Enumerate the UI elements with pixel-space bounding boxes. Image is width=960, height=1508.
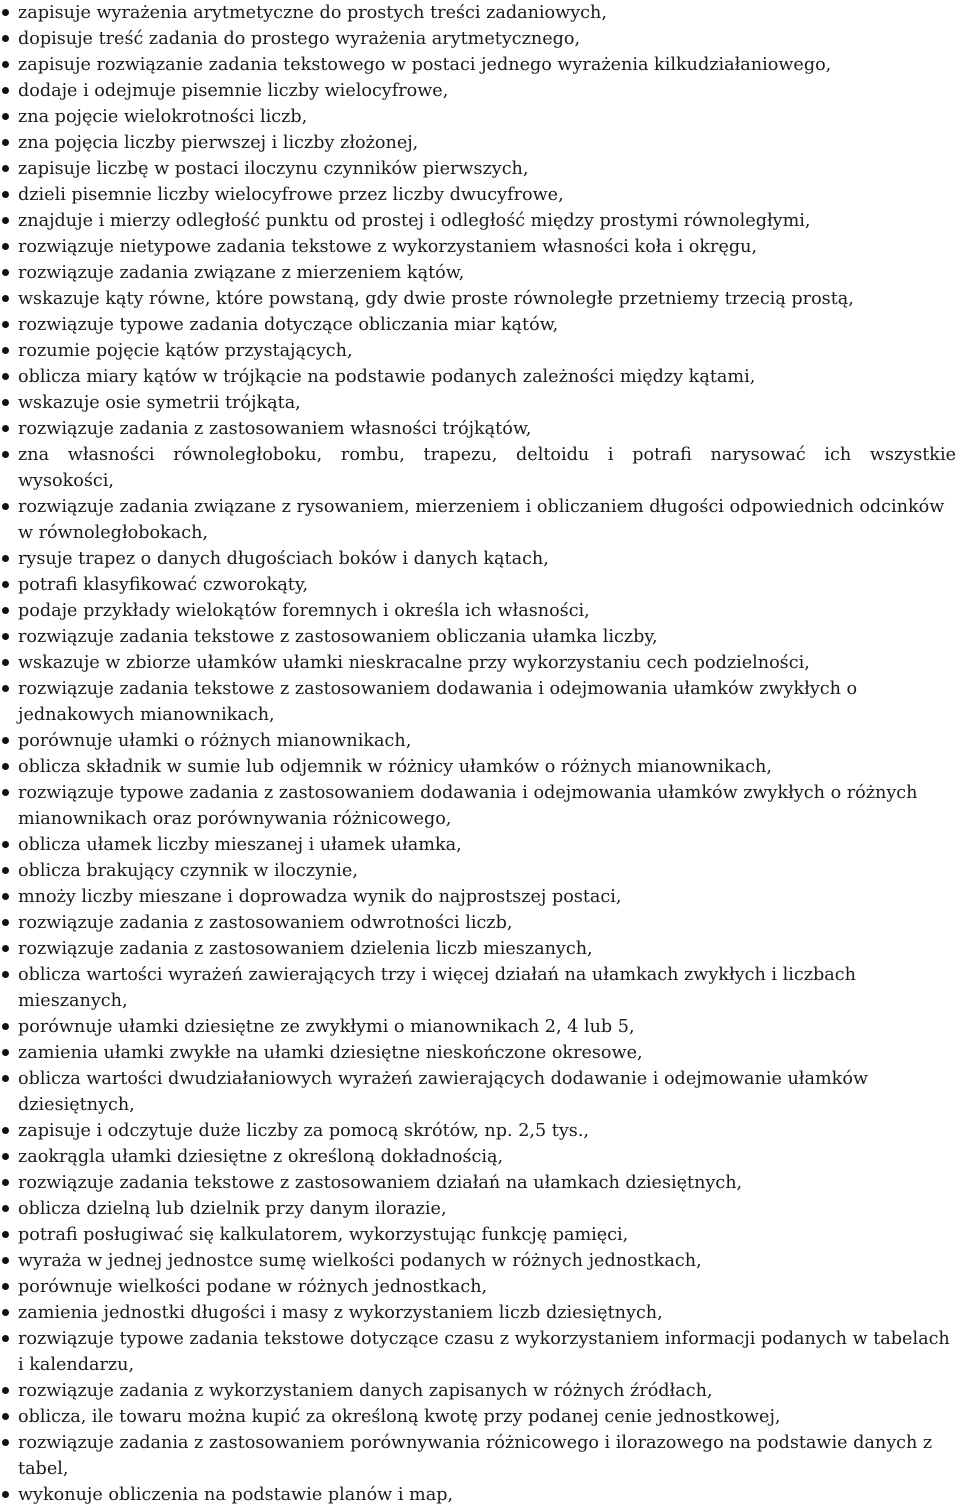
list-item: dodaje i odejmuje pisemnie liczby wielocyfrowe,	[0, 78, 956, 104]
list-item: wskazuje w zbiorze ułamków ułamki nieskracalne przy wykorzystaniu cech podzielności,	[0, 650, 956, 676]
list-item: zna pojęcia liczby pierwszej i liczby złożonej,	[0, 130, 956, 156]
list-item: rozwiązuje typowe zadania z zastosowaniem dodawania i odejmowania ułamków zwykłych o różnych mianownikach oraz porównywania różnicowego,	[0, 780, 956, 832]
list-item: zamienia ułamki zwykłe na ułamki dziesiętne nieskończone okresowe,	[0, 1040, 956, 1066]
list-item: zapisuje liczbę w postaci iloczynu czynników pierwszych,	[0, 156, 956, 182]
list-item: rozwiązuje zadania związane z mierzeniem kątów,	[0, 260, 956, 286]
list-item: oblicza miary kątów w trójkącie na podstawie podanych zależności między kątami,	[0, 364, 956, 390]
list-item: porównuje ułamki o różnych mianownikach,	[0, 728, 956, 754]
list-item: rozwiązuje typowe zadania tekstowe dotyczące czasu z wykorzystaniem informacji podanych w tabelach i kalendarzu,	[0, 1326, 956, 1378]
list-item: dzieli pisemnie liczby wielocyfrowe przez liczby dwucyfrowe,	[0, 182, 956, 208]
list-item: zna własności równoległoboku, rombu, trapezu, deltoidu i potrafi narysować ich wszystkie wysokości,	[0, 442, 956, 494]
list-item: oblicza brakujący czynnik w iloczynie,	[0, 858, 956, 884]
list-item: mnoży liczby mieszane i doprowadza wynik do najprostszej postaci,	[0, 884, 956, 910]
list-item: potrafi klasyfikować czworokąty,	[0, 572, 956, 598]
list-item: wyraża w jednej jednostce sumę wielkości podanych w różnych jednostkach,	[0, 1248, 956, 1274]
list-item: rozwiązuje zadania tekstowe z zastosowaniem obliczania ułamka liczby,	[0, 624, 956, 650]
list-item: znajduje i mierzy odległość punktu od prostej i odległość między prostymi równoległymi,	[0, 208, 956, 234]
list-item: rozwiązuje zadania z zastosowaniem porównywania różnicowego i ilorazowego na podstawie danych z tabel,	[0, 1430, 956, 1482]
list-item: rozwiązuje zadania tekstowe z zastosowaniem dodawania i odejmowania ułamków zwykłych o jednakowych mianownikach,	[0, 676, 956, 728]
list-item: rozumie pojęcie kątów przystających,	[0, 338, 956, 364]
list-item: oblicza dzielną lub dzielnik przy danym ilorazie,	[0, 1196, 956, 1222]
list-item: rozwiązuje zadania z wykorzystaniem danych zapisanych w różnych źródłach,	[0, 1378, 956, 1404]
list-item: wykonuje obliczenia na podstawie planów i map,	[0, 1482, 956, 1508]
list-item: zapisuje wyrażenia arytmetyczne do prostych treści zadaniowych,	[0, 0, 956, 26]
list-item: rysuje trapez o danych długościach boków i danych kątach,	[0, 546, 956, 572]
list-item: porównuje wielkości podane w różnych jednostkach,	[0, 1274, 956, 1300]
list-item: potrafi posługiwać się kalkulatorem, wykorzystując funkcję pamięci,	[0, 1222, 956, 1248]
list-item: oblicza wartości wyrażeń zawierających trzy i więcej działań na ułamkach zwykłych i liczbach mieszanych,	[0, 962, 956, 1014]
list-item: zapisuje i odczytuje duże liczby za pomocą skrótów, np. 2,5 tys.,	[0, 1118, 956, 1144]
list-item: rozwiązuje zadania z zastosowaniem odwrotności liczb,	[0, 910, 956, 936]
list-item: porównuje ułamki dziesiętne ze zwykłymi o mianownikach 2, 4 lub 5,	[0, 1014, 956, 1040]
list-item: oblicza wartości dwudziałaniowych wyrażeń zawierających dodawanie i odejmowanie ułamków dziesiętnych,	[0, 1066, 956, 1118]
list-item: rozwiązuje zadania z zastosowaniem dzielenia liczb mieszanych,	[0, 936, 956, 962]
list-item: wskazuje osie symetrii trójkąta,	[0, 390, 956, 416]
list-item: oblicza składnik w sumie lub odjemnik w różnicy ułamków o różnych mianownikach,	[0, 754, 956, 780]
list-item: dopisuje treść zadania do prostego wyrażenia arytmetycznego,	[0, 26, 956, 52]
list-item: rozwiązuje zadania tekstowe z zastosowaniem działań na ułamkach dziesiętnych,	[0, 1170, 956, 1196]
list-item: rozwiązuje zadania związane z rysowaniem, mierzeniem i obliczaniem długości odpowiednich odcinków w równoległobokach,	[0, 494, 956, 546]
list-item: rozwiązuje nietypowe zadania tekstowe z wykorzystaniem własności koła i okręgu,	[0, 234, 956, 260]
list-item: wskazuje kąty równe, które powstaną, gdy dwie proste równoległe przetniemy trzecią prostą,	[0, 286, 956, 312]
list-item: oblicza, ile towaru można kupić za określoną kwotę przy podanej cenie jednostkowej,	[0, 1404, 956, 1430]
list-item: zna pojęcie wielokrotności liczb,	[0, 104, 956, 130]
list-item: podaje przykłady wielokątów foremnych i określa ich własności,	[0, 598, 956, 624]
list-item: zapisuje rozwiązanie zadania tekstowego w postaci jednego wyrażenia kilkudziałaniowego,	[0, 52, 956, 78]
list-item: rozwiązuje typowe zadania dotyczące obliczania miar kątów,	[0, 312, 956, 338]
list-item: zamienia jednostki długości i masy z wykorzystaniem liczb dziesiętnych,	[0, 1300, 956, 1326]
list-item: oblicza ułamek liczby mieszanej i ułamek ułamka,	[0, 832, 956, 858]
list-item: rozwiązuje zadania z zastosowaniem własności trójkątów,	[0, 416, 956, 442]
list-item: zaokrągla ułamki dziesiętne z określoną dokładnością,	[0, 1144, 956, 1170]
